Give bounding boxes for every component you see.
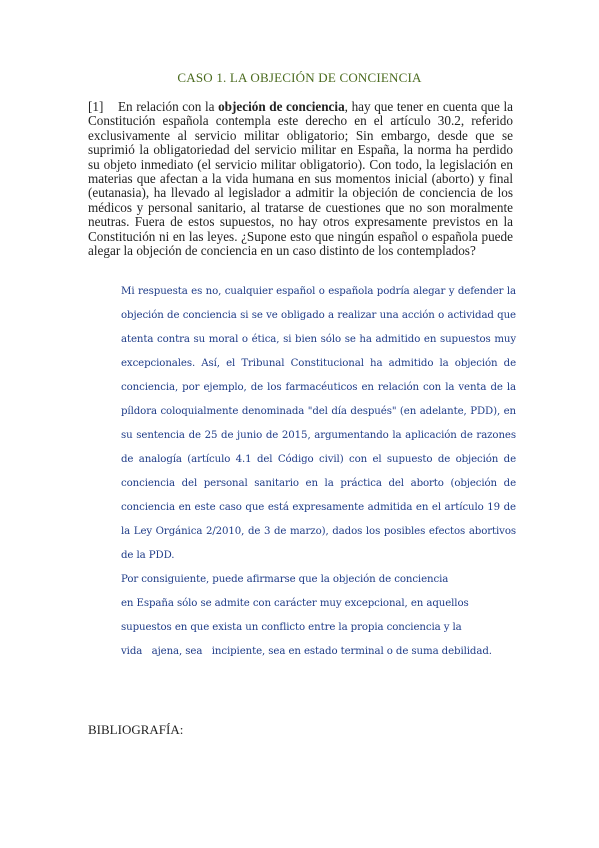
bibliography-heading: BIBLIOGRAFÍA: <box>88 722 184 737</box>
question-paragraph <box>88 100 513 258</box>
case-title: CASO 1. LA OBJECIÓN DE CONCIENCIA <box>177 70 422 85</box>
answer-conclusion-line-2: en España sólo se admite con carácter muy excepcional, en aquellos <box>121 598 469 609</box>
question-rest: , hay que tener en cuenta que la Constitución española contempla este derecho en el artículo 30.2, referido exclusivamente al servicio militar obligatorio; Sin embargo, desde que se suprimió la obligatoriedad del servicio militar en España, la norma ha perdido su objeto inmediato (el servicio militar obligatorio). Con todo, la legislación en materias que afectan a la vida humana en sus momentos inicial (aborto) y final (eutanasia), ha llevado al legislador a admitir la objeción de conciencia de los médicos y personal sanitario, al tratarse de cuestiones que no son moralmente neutras. Fuera de estos supuestos, no hay otros expresamente previstos en la Constitución ni en las leyes. ¿Supone esto que ningún español o española puede alegar la objeción de conciencia en un caso distinto de los contemplados? <box>88 99 513 259</box>
question-bold-term: objeción de conciencia <box>218 99 345 114</box>
question-lead: En relación con la <box>118 99 219 114</box>
answer-conclusion-line-1: Por consiguiente, puede afirmarse que la objeción de conciencia <box>121 574 449 585</box>
answer-block <box>121 280 516 664</box>
answer-conclusion-line-4: vida ajena, sea incipiente, sea en estado terminal o de suma debilidad. <box>121 646 492 657</box>
answer-paragraph: Mi respuesta es no, cualquier español o española podría alegar y defender la objeción de conciencia si se ve obligado a realizar una acción o actividad que atenta contra su moral o ética, si bien sólo se ha admitido en supuestos muy excepcionales. Así, el Tribunal Constitucional ha admitido la objeción de conciencia, por ejemplo, de los farmacéuticos en relación con la venta de la píldora coloquialmente denominada "del día después" (en adelante, PDD), en su sentencia de 25 de junio de 2015, argumentando la aplicación de razones de analogía (artículo 4.1 del Código civil) con el supuesto de objeción de conciencia del personal sanitario en la práctica del aborto (objeción de conciencia en este caso que está expresamente admitida en el artículo 19 de la Ley Orgánica 2/2010, de 3 de marzo), dados los posibles efectos abortivos de la PDD. <box>121 286 516 561</box>
question-number: [1] <box>88 99 104 114</box>
answer-conclusion-line-3: supuestos en que exista un conflicto entre la propia conciencia y la <box>121 622 462 633</box>
